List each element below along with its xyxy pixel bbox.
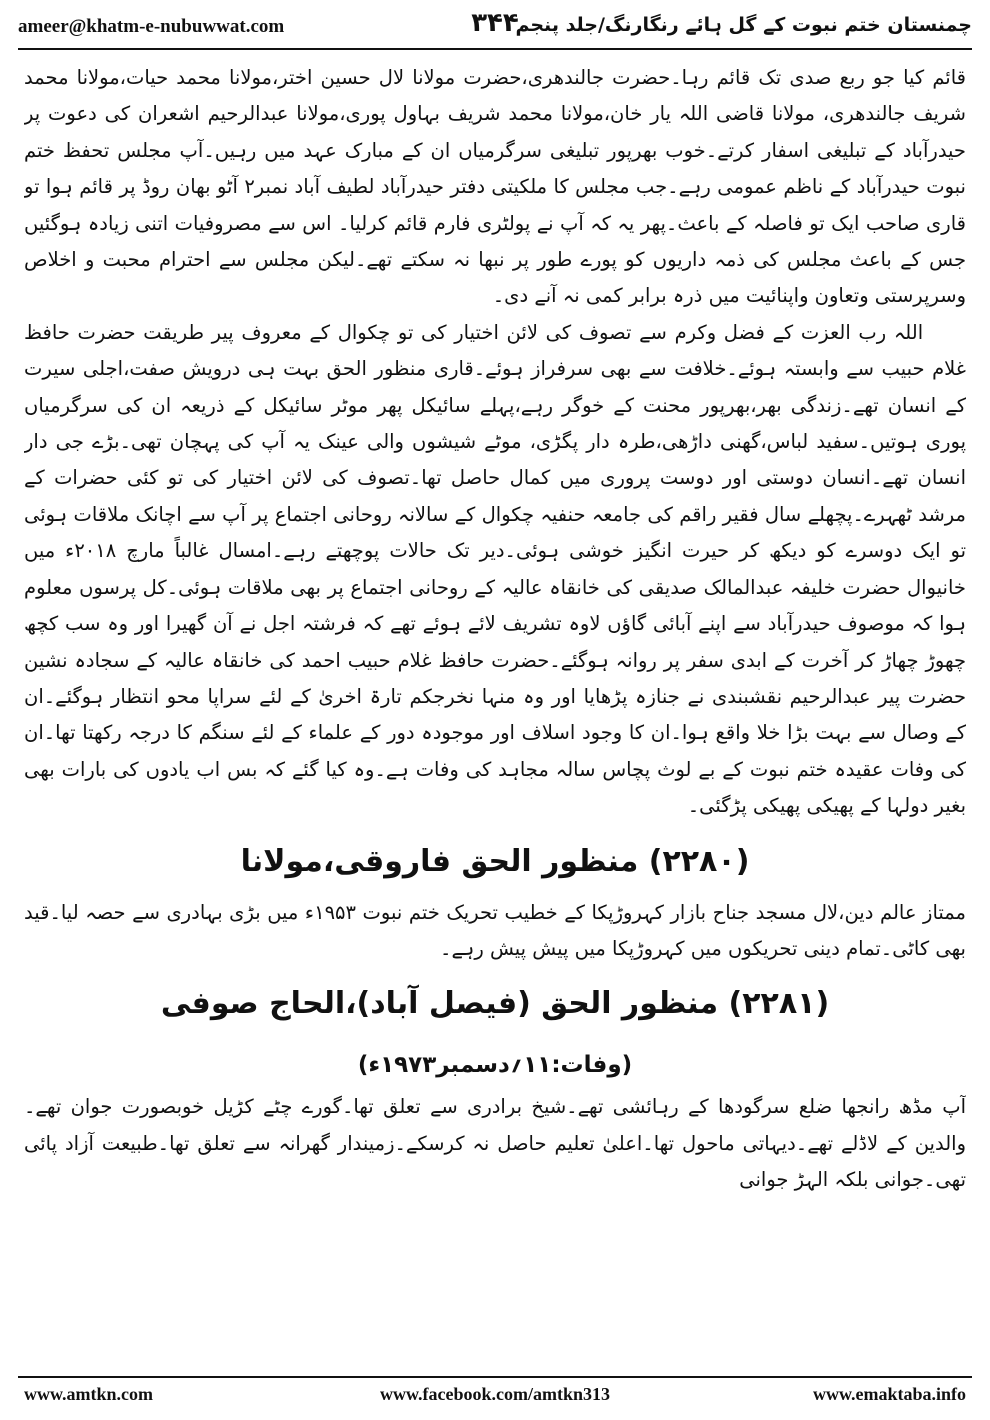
- footer-divider: [18, 1376, 972, 1378]
- header-email: ameer@khatm-e-nubuwwat.com: [18, 16, 285, 37]
- page-footer: [24, 1384, 966, 1410]
- footer-link-amtkn[interactable]: www.amtkn.com: [24, 1384, 153, 1404]
- paragraph-qari-continuation: قائم کیا جو ربع صدی تک قائم رہا۔حضرت جالندھری،حضرت مولانا لال حسین اختر،مولانا محمد حیات،مولانا محمد شریف جالندھری، مولانا قاضی اللہ یار خان،مولانا محمد شریف بہاول پوری،مولانا عبدالرحیم اشعران کی دعوت پر حیدرآباد کے تبلیغی اسفار کرتے۔خوب بھرپور تبلیغی سرگرمیاں ان کے مبارک عہد میں رہیں۔آپ مجلس تحفظ ختم نبوت حیدرآباد کے ناظم عمومی رہے۔جب مجلس کا ملکیتی دفتر حیدرآباد لطیف آباد نمبر۲ آٹو بھان روڈ پر قائم ہوا تو قاری صاحب ایک تو فاصلہ کے باعث۔پھر یہ کہ آپ نے پولٹری فارم قائم کرلیا۔ اس سے مصروفیات اتنی زیادہ ہوگئیں جس کے باعث مجلس کی ذمہ داریوں کو پورے طور پر نبھا نہ سکتے تھے۔لیکن مجلس سے احترام محبت و اخلاص وسرپرستی وتعاون واپنائیت میں ذرہ برابر کمی نہ آنے دی۔: [24, 66, 966, 308]
- entry-heading-2280: (۲۲۸۰) منظور الحق فاروقی،مولانا: [240, 843, 750, 879]
- page-number: ۳۴۴: [471, 8, 519, 38]
- death-date: (وفات:۱۱؍دسمبر۱۹۷۳ء): [357, 1052, 633, 1079]
- paragraph-2280: ممتاز عالم دین،لال مسجد جناح بازار کہروڑپکا کے خطیب تحریک ختم نبوت ۱۹۵۳ء میں بڑی بہادری سے حصہ لیا۔قید بھی کاٹی۔تمام دینی تحریکوں میں کہروڑپکا میں پیش پیش رہے۔: [24, 900, 966, 960]
- book-title: چمنستان ختم نبوت کے گل ہائے رنگارنگ/جلد پنجم: [515, 14, 972, 36]
- header-divider: [18, 48, 972, 50]
- footer-link-emaktaba[interactable]: www.emaktaba.info: [812, 1384, 966, 1404]
- paragraph-2281: آپ مڈھ رانجھا ضلع سرگودھا کے رہائشی تھے۔شیخ برادری سے تعلق تھا۔گورے چٹے کڑیل خوبصورت جوان تھے۔والدین کے لاڈلے تھے۔دیہاتی ماحول تھا۔اعلیٰ تعلیم حاصل نہ کرسکے۔زمیندار گھرانہ سے تعلق تھا۔طبیعت آزاد پائی تھی۔جوانی بلکہ الہڑ جوانی: [24, 1095, 966, 1192]
- page-body: [24, 60, 966, 1360]
- page-header: [18, 8, 972, 52]
- footer-link-facebook[interactable]: www.facebook.com/amtkn313: [380, 1384, 610, 1404]
- entry-heading-2281: (۲۲۸۱) منظور الحق (فیصل آباد)،الحاج صوفی: [160, 986, 830, 1022]
- paragraph-tasawwuf: اللہ رب العزت کے فضل وکرم سے تصوف کی لائن اختیار کی تو چکوال کے معروف پیر طریقت حضرت حافظ غلام حبیب سے وابستہ ہوئے۔خلافت سے بھی سرفراز ہوئے۔قاری منظور الحق بہت ہی درویش صفت،اجلی سیرت کے انسان تھے۔زندگی بھر،بھرپور محنت کے خوگر رہے،پہلے سائیکل پھر موٹر سائیکل کے ذریعہ ان کی سرگرمیاں پوری ہوتیں۔سفید لباس،گھنی داڑھی،طرہ دار پگڑی، موٹے شیشوں والی عینک یہ آپ کی پہچان تھی۔بڑے جی دار انسان تھے۔انسان دوستی اور دوست پروری میں کمال حاصل تھا۔تصوف کی لائن اختیار کی تو کئی حضرات کے مرشد ٹھہرے۔پچھلے سال فقیر راقم کی جامعہ حنفیہ چکوال کے سالانہ روحانی اجتماع پر آپ سے اچانک ملاقات ہوئی تو ایک دوسرے کو دیکھ کر حیرت انگیز خوشی ہوئی۔دیر تک حالات پوچھتے رہے۔امسال غالباً مارچ ۲۰۱۸ء میں خانیوال حضرت خلیفہ عبدالمالک صدیقی کی خانقاہ عالیہ کے روحانی اجتماع پر بھی ملاقات ہوئی۔کل پرسوں معلوم ہوا کہ موصوف حیدرآباد سے اپنے آبائی گاؤں لاوہ تشریف لائے ہوئے تھے کہ فرشتہ اجل نے آن گھیرا اور وہ سب کچھ چھوڑ چھاڑ کر آخرت کے ابدی سفر پر روانہ ہوگئے۔حضرت حافظ غلام حبیب احمد کی خانقاہ عالیہ کے سجادہ نشین حضرت پیر عبدالرحیم نقشبندی نے جنازہ پڑھایا اور وہ منہا نخرجکم تارۃ اخریٰ کے لئے سراپا محو انتظار ہوگئے۔ان کے وصال سے بہت بڑا خلا واقع ہوا۔ان کا وجود اسلاف اور موجودہ دور کے علماء کے لئے سنگم کا درجہ رکھتا تھا۔ان کی وفات عقیدہ ختم نبوت کے بے لوث پچاس سالہ مجاہد کی وفات ہے۔وہ کیا گئے کہ بس اب یادوں کی بارات بھی بغیر دولہا کے پھیکی پھیکی پڑگئی۔: [24, 320, 966, 818]
